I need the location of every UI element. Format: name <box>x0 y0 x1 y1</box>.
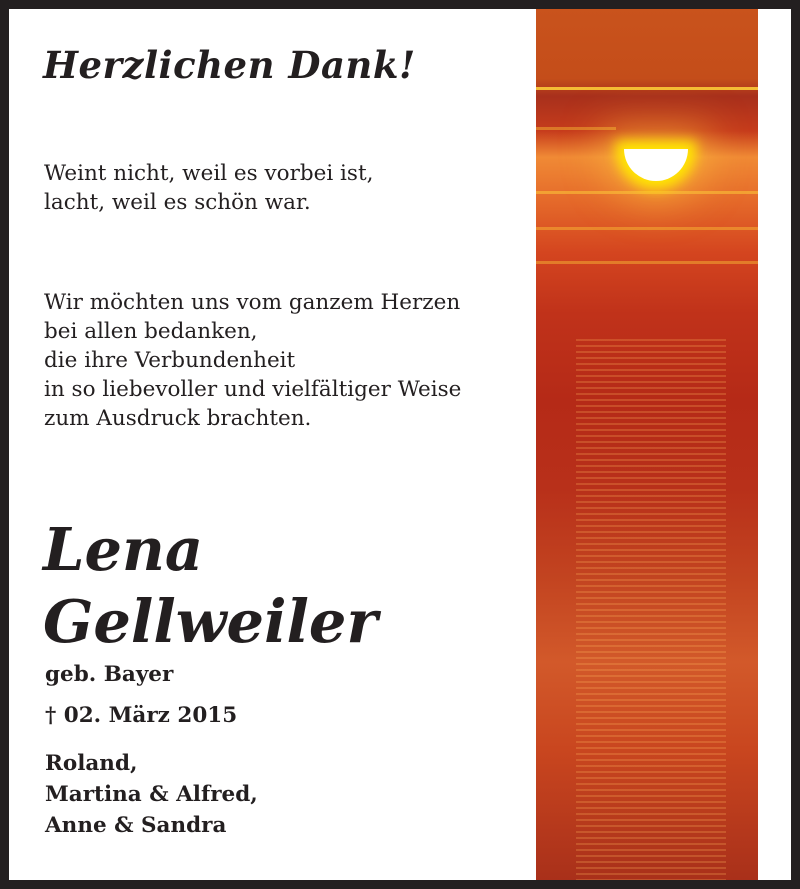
verse-text: Weint nicht, weil es vorbei ist, lacht, weil es schön war. <box>44 161 374 215</box>
notice-title: Herzlichen Dank! <box>43 43 416 87</box>
cloud-edge <box>536 127 616 130</box>
cloud-edge <box>536 87 758 90</box>
notice-card <box>9 9 791 880</box>
sunset-photo <box>536 9 758 880</box>
deceased-name: Lena Gellweiler <box>43 515 378 656</box>
cloud-edge <box>536 191 758 194</box>
sea-reflection <box>576 339 726 880</box>
sun <box>624 149 688 181</box>
birth-name: geb. Bayer <box>45 662 174 687</box>
cloud-edge <box>536 261 758 264</box>
family-names: Roland, Martina & Alfred, Anne & Sandra <box>45 751 258 838</box>
cloud-edge <box>536 227 758 230</box>
thanks-message: Wir möchten uns vom ganzem Herzen bei allen bedanken, die ihre Verbundenheit in so liebevoller und vielfältiger Weise zum Ausdruck brachten. <box>44 290 462 431</box>
death-date: † 02. März 2015 <box>45 703 238 728</box>
